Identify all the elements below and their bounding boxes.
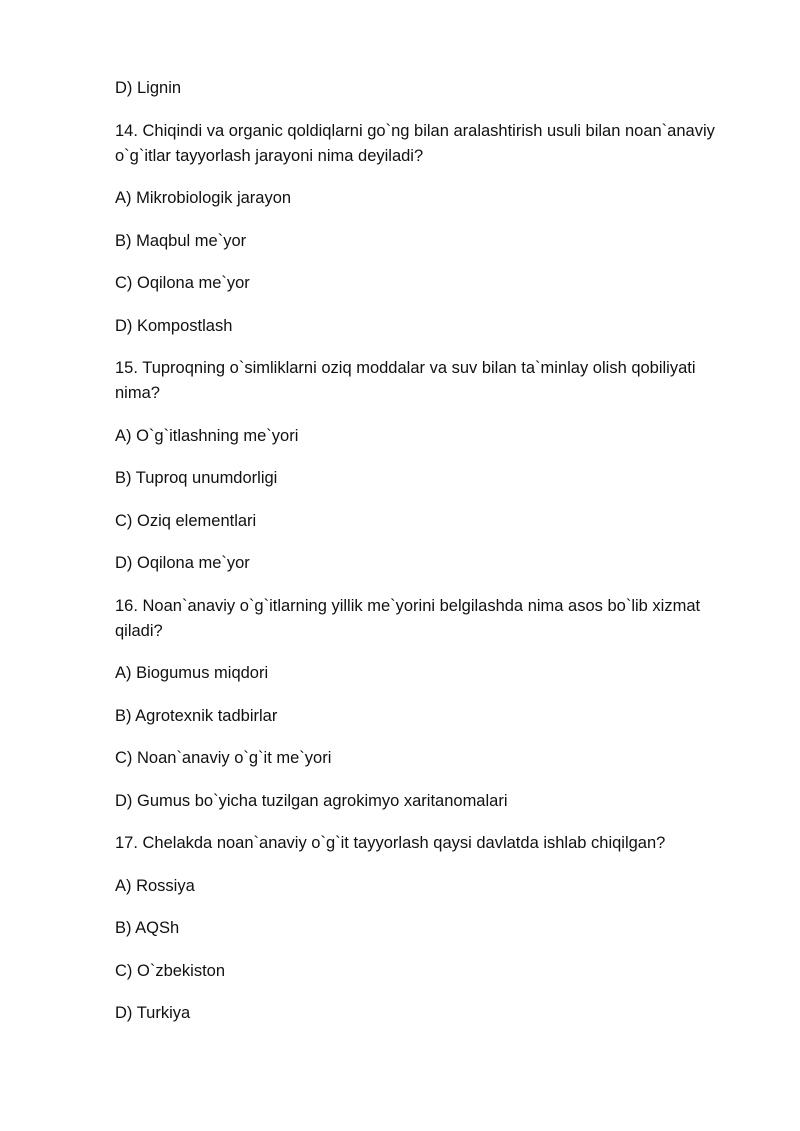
answer-option-14-b: B) Maqbul me`yor <box>115 231 247 250</box>
answer-option-14-d: D) Kompostlash <box>115 316 233 335</box>
answer-option-17-c: C) O`zbekiston <box>115 961 226 980</box>
answer-option-17-d: D) Turkiya <box>115 1004 191 1022</box>
answer-option-17-b: B) AQSh <box>115 919 180 937</box>
answer-option-16-c: C) Noan`anaviy o`g`it me`yori <box>115 749 332 767</box>
question-16: 16. Noan`anaviy o`g`itlarning yillik me`yorini belgilashda nima asos bo`lib xizmat qiladi? <box>115 596 705 640</box>
question-15: 15. Tuproqning o`simliklarni oziq moddalar va suv bilan ta`minlay olish qobiliyati nima? <box>115 359 701 402</box>
answer-option-16-b: B) Agrotexnik tadbirlar <box>115 706 278 725</box>
answer-option-15-a: A) O`g`itlashning me`yori <box>115 426 299 445</box>
answer-option-13-d: D) Lignin <box>115 79 182 97</box>
answer-option-15-d: D) Oqilona me`yor <box>115 554 250 572</box>
answer-option-15-c: C) Oziq elementlari <box>115 511 257 530</box>
answer-option-17-a: A) Rossiya <box>115 876 195 895</box>
answer-option-14-c: C) Oqilona me`yor <box>115 274 250 292</box>
question-17: 17. Chelakda noan`anaviy o`g`it tayyorlash qaysi davlatda ishlab chiqilgan? <box>115 834 666 852</box>
document-body <box>115 76 745 1044</box>
answer-option-16-a: A) Biogumus miqdori <box>115 664 269 682</box>
answer-option-15-b: B) Tuproq unumdorligi <box>115 469 278 487</box>
question-14: 14. Chiqindi va organic qoldiqlarni go`ng bilan aralashtirish usuli bilan noan`anaviy o`g`itlar tayyorlash jarayoni nima deyiladi? <box>115 121 720 165</box>
answer-option-14-a: A) Mikrobiologik jarayon <box>115 189 292 207</box>
answer-option-16-d: D) Gumus bo`yicha tuzilgan agrokimyo xaritanomalari <box>115 791 508 810</box>
